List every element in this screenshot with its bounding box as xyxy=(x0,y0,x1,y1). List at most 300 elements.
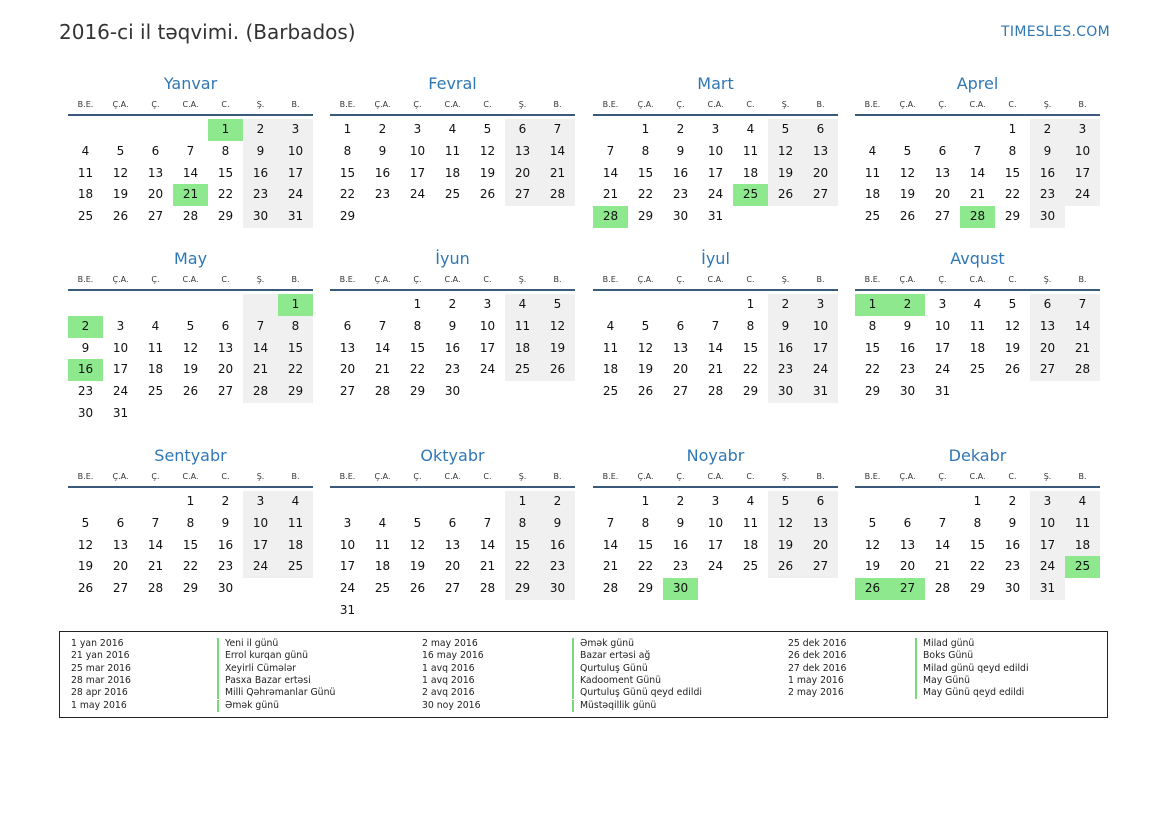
day-cell: 8 xyxy=(413,318,422,333)
day-cell: 8 xyxy=(973,515,982,530)
day-cell: 19 xyxy=(768,535,803,557)
day-cell: 17 xyxy=(278,163,313,185)
day-cell: 11 xyxy=(278,513,313,535)
day-cell: 18 xyxy=(742,165,759,180)
day-cell: 1 xyxy=(413,297,422,311)
day-cell: 8 xyxy=(1008,143,1017,158)
day-cell: 17 xyxy=(1065,163,1100,185)
weekday-label: Ç.A. xyxy=(112,472,129,481)
day-cell: 8 xyxy=(505,513,540,535)
weekday-label: C. xyxy=(483,275,492,284)
legend-date: 25 dek 2016 xyxy=(788,638,847,649)
day-cell: 5 xyxy=(903,143,912,158)
calendar-grid xyxy=(68,0,1108,620)
weekday-label: Ş. xyxy=(1043,275,1052,284)
day-cell: 16 xyxy=(243,163,278,185)
day-cell: 7 xyxy=(711,318,720,333)
weekday-header xyxy=(68,273,313,291)
weekday-label: Ç.A. xyxy=(637,472,654,481)
day-cell: 28 xyxy=(243,381,278,403)
day-cell: 29 xyxy=(1004,209,1021,224)
day-cell: 6 xyxy=(221,318,230,333)
day-cell: 4 xyxy=(746,494,755,508)
day-cell: 27 xyxy=(890,578,925,600)
day-cell: 14 xyxy=(243,338,278,360)
day-cell: 16 xyxy=(374,165,391,180)
month-days xyxy=(330,491,575,622)
day-cell: 12 xyxy=(540,316,575,338)
day-cell: 15 xyxy=(864,340,881,355)
empty-day-cell xyxy=(593,294,628,316)
weekday-label: C.A. xyxy=(707,275,724,284)
day-cell: 12 xyxy=(479,143,496,158)
legend-holiday-name: May Günü xyxy=(915,675,970,687)
weekday-label: Ç. xyxy=(151,100,160,109)
day-cell: 20 xyxy=(899,559,916,574)
day-cell: 7 xyxy=(186,143,195,158)
day-cell: 28 xyxy=(147,581,164,596)
day-cell: 30 xyxy=(899,384,916,399)
day-cell: 30 xyxy=(1030,206,1065,228)
day-cell: 7 xyxy=(938,515,947,530)
day-cell: 3 xyxy=(483,297,492,311)
day-cell: 29 xyxy=(864,384,881,399)
day-cell: 15 xyxy=(278,338,313,360)
day-cell: 21 xyxy=(1065,338,1100,360)
weekday-label: Ş. xyxy=(518,472,527,481)
legend-holiday-name: Əmək günü xyxy=(217,700,279,712)
day-cell: 30 xyxy=(768,381,803,403)
empty-day-cell xyxy=(925,491,960,513)
day-cell: 8 xyxy=(641,515,650,530)
weekday-label: Ş. xyxy=(518,100,527,109)
legend-holiday-name: Boks Günü xyxy=(915,650,973,662)
weekday-label: B. xyxy=(1078,472,1087,481)
day-cell: 1 xyxy=(746,297,755,311)
weekday-label: Ç.A. xyxy=(374,472,391,481)
legend-holiday-name: Qurtuluş Günü qeyd edildi xyxy=(572,687,702,699)
day-cell: 3 xyxy=(278,119,313,141)
empty-day-cell xyxy=(733,578,768,600)
day-cell: 24 xyxy=(1030,556,1065,578)
empty-day-cell xyxy=(400,206,435,228)
weekday-label: Ç. xyxy=(938,275,947,284)
day-cell: 27 xyxy=(803,184,838,206)
day-cell: 18 xyxy=(278,535,313,557)
day-cell: 11 xyxy=(1065,513,1100,535)
month-days xyxy=(68,119,313,228)
day-cell: 24 xyxy=(409,187,426,202)
day-cell: 22 xyxy=(409,362,426,377)
weekday-label: Ç.A. xyxy=(899,100,916,109)
day-cell: 23 xyxy=(540,556,575,578)
day-cell: 21 xyxy=(602,559,619,574)
empty-day-cell xyxy=(278,578,313,600)
day-cell: 4 xyxy=(606,318,615,333)
day-cell: 27 xyxy=(934,209,951,224)
weekday-label: C.A. xyxy=(969,472,986,481)
day-cell: 5 xyxy=(81,515,90,530)
day-cell: 27 xyxy=(112,581,129,596)
day-cell: 18 xyxy=(77,187,94,202)
legend-date: 1 may 2016 xyxy=(788,674,844,686)
day-cell: 16 xyxy=(672,165,689,180)
day-cell: 28 xyxy=(540,184,575,206)
day-cell: 7 xyxy=(151,515,160,530)
day-cell: 3 xyxy=(243,491,278,513)
day-cell: 14 xyxy=(540,141,575,163)
empty-day-cell xyxy=(365,294,400,316)
day-cell: 6 xyxy=(903,515,912,530)
month-name: Aprel xyxy=(956,74,999,93)
weekday-label: B. xyxy=(816,100,825,109)
empty-day-cell xyxy=(890,491,925,513)
day-cell: 23 xyxy=(672,559,689,574)
month-calendar xyxy=(593,446,838,600)
day-cell: 10 xyxy=(1065,141,1100,163)
day-cell: 9 xyxy=(221,515,230,530)
legend-holiday-name: Kadooment Günü xyxy=(572,675,661,687)
month-name: İyun xyxy=(435,249,470,268)
day-cell: 2 xyxy=(68,316,103,338)
weekday-label: Ç. xyxy=(413,100,422,109)
day-cell: 27 xyxy=(217,384,234,399)
day-cell: 13 xyxy=(803,513,838,535)
weekday-label: Ş. xyxy=(256,275,265,284)
day-cell: 15 xyxy=(637,537,654,552)
weekday-label: C.A. xyxy=(444,100,461,109)
day-cell: 6 xyxy=(151,143,160,158)
weekday-label: B. xyxy=(1078,275,1087,284)
day-cell: 23 xyxy=(1030,184,1065,206)
day-cell: 24 xyxy=(479,362,496,377)
day-cell: 23 xyxy=(444,362,461,377)
day-cell: 31 xyxy=(803,381,838,403)
day-cell: 25 xyxy=(77,209,94,224)
day-cell: 25 xyxy=(1065,556,1100,578)
holiday-legend xyxy=(59,631,1108,718)
empty-day-cell xyxy=(768,578,803,600)
weekday-label: B.E. xyxy=(77,100,94,109)
day-cell: 18 xyxy=(742,537,759,552)
month-calendar xyxy=(593,74,838,228)
weekday-label: Ç.A. xyxy=(112,275,129,284)
day-cell: 17 xyxy=(409,165,426,180)
day-cell: 31 xyxy=(339,602,356,617)
day-cell: 9 xyxy=(540,513,575,535)
day-cell: 18 xyxy=(602,362,619,377)
weekday-header xyxy=(330,470,575,488)
weekday-label: Ç. xyxy=(676,472,685,481)
day-cell: 10 xyxy=(243,513,278,535)
day-cell: 22 xyxy=(1004,187,1021,202)
empty-day-cell xyxy=(470,491,505,513)
day-cell: 2 xyxy=(1030,119,1065,141)
empty-day-cell xyxy=(138,403,173,425)
weekday-label: C.A. xyxy=(707,100,724,109)
day-cell: 1 xyxy=(641,122,650,136)
day-cell: 15 xyxy=(637,165,654,180)
day-cell: 7 xyxy=(973,143,982,158)
day-cell: 10 xyxy=(934,318,951,333)
day-cell: 12 xyxy=(768,141,803,163)
day-cell: 5 xyxy=(483,122,492,136)
legend-holiday-name: Milad günü xyxy=(915,638,974,650)
weekday-label: Ç. xyxy=(151,472,160,481)
empty-day-cell xyxy=(855,491,890,513)
day-cell: 18 xyxy=(969,340,986,355)
day-cell: 26 xyxy=(182,384,199,399)
month-name: Noyabr xyxy=(686,446,745,465)
day-cell: 6 xyxy=(505,119,540,141)
day-cell: 8 xyxy=(186,515,195,530)
day-cell: 21 xyxy=(969,187,986,202)
day-cell: 20 xyxy=(339,362,356,377)
month-days xyxy=(593,491,838,600)
empty-day-cell xyxy=(103,294,138,316)
empty-day-cell xyxy=(803,578,838,600)
day-cell: 29 xyxy=(217,209,234,224)
empty-day-cell xyxy=(890,119,925,141)
month-name: Oktyabr xyxy=(420,446,485,465)
day-cell: 19 xyxy=(864,559,881,574)
weekday-label: B.E. xyxy=(77,472,94,481)
weekday-header xyxy=(855,470,1100,488)
day-cell: 20 xyxy=(505,163,540,185)
day-cell: 20 xyxy=(672,362,689,377)
legend-holiday-name: Bazar ertəsi ağ xyxy=(572,650,650,662)
day-cell: 6 xyxy=(676,318,685,333)
day-cell: 1 xyxy=(343,122,352,136)
day-cell: 12 xyxy=(1004,318,1021,333)
day-cell: 25 xyxy=(969,362,986,377)
day-cell: 11 xyxy=(742,143,759,158)
day-cell: 7 xyxy=(540,119,575,141)
empty-day-cell xyxy=(855,119,890,141)
empty-day-cell xyxy=(733,206,768,228)
empty-day-cell xyxy=(768,206,803,228)
day-cell: 26 xyxy=(637,384,654,399)
day-cell: 2 xyxy=(378,122,387,136)
day-cell: 31 xyxy=(1030,578,1065,600)
month-calendar xyxy=(855,249,1100,403)
day-cell: 4 xyxy=(378,515,387,530)
weekday-label: C. xyxy=(746,472,755,481)
day-cell: 2 xyxy=(540,491,575,513)
weekday-label: C. xyxy=(483,100,492,109)
day-cell: 8 xyxy=(343,143,352,158)
legend-date: 28 apr 2016 xyxy=(71,687,128,699)
day-cell: 3 xyxy=(711,494,720,508)
day-cell: 17 xyxy=(243,535,278,557)
empty-day-cell xyxy=(435,600,470,622)
weekday-label: Ş. xyxy=(781,275,790,284)
empty-day-cell xyxy=(803,206,838,228)
empty-day-cell xyxy=(243,578,278,600)
day-cell: 11 xyxy=(374,537,391,552)
day-cell: 10 xyxy=(707,143,724,158)
empty-day-cell xyxy=(138,491,173,513)
weekday-label: C. xyxy=(1008,100,1017,109)
day-cell: 29 xyxy=(969,581,986,596)
weekday-label: Ş. xyxy=(1043,100,1052,109)
day-cell: 29 xyxy=(637,581,654,596)
month-name: İyul xyxy=(701,249,730,268)
empty-day-cell xyxy=(593,119,628,141)
day-cell: 22 xyxy=(637,559,654,574)
month-calendar xyxy=(330,74,575,228)
day-cell: 5 xyxy=(1008,297,1017,311)
day-cell: 2 xyxy=(221,494,230,508)
weekday-label: Ç. xyxy=(413,275,422,284)
day-cell: 4 xyxy=(505,294,540,316)
weekday-label: C. xyxy=(746,100,755,109)
day-cell: 17 xyxy=(1030,535,1065,557)
empty-day-cell xyxy=(103,491,138,513)
weekday-header xyxy=(330,98,575,116)
month-calendar xyxy=(855,446,1100,600)
weekday-label: Ç.A. xyxy=(899,472,916,481)
month-days xyxy=(593,294,838,403)
legend-holiday-name: Müstəqillik günü xyxy=(572,700,656,712)
day-cell: 15 xyxy=(505,535,540,557)
empty-day-cell xyxy=(663,294,698,316)
day-cell: 2 xyxy=(676,122,685,136)
day-cell: 25 xyxy=(733,184,768,206)
empty-day-cell xyxy=(995,381,1030,403)
day-cell: 10 xyxy=(1030,513,1065,535)
day-cell: 3 xyxy=(116,318,125,333)
weekday-label: C. xyxy=(1008,472,1017,481)
empty-day-cell xyxy=(173,403,208,425)
day-cell: 9 xyxy=(768,316,803,338)
day-cell: 28 xyxy=(934,581,951,596)
day-cell: 30 xyxy=(672,209,689,224)
day-cell: 25 xyxy=(602,384,619,399)
empty-day-cell xyxy=(960,381,995,403)
empty-day-cell xyxy=(593,491,628,513)
day-cell: 29 xyxy=(182,581,199,596)
day-cell: 26 xyxy=(409,581,426,596)
weekday-label: Ç. xyxy=(938,100,947,109)
day-cell: 24 xyxy=(278,184,313,206)
weekday-label: Ç.A. xyxy=(637,275,654,284)
day-cell: 11 xyxy=(742,515,759,530)
month-name: Dekabr xyxy=(948,446,1007,465)
weekday-label: B. xyxy=(553,472,562,481)
month-days xyxy=(68,491,313,600)
day-cell: 28 xyxy=(602,581,619,596)
day-cell: 30 xyxy=(540,578,575,600)
day-cell: 9 xyxy=(676,143,685,158)
legend-holiday-name: Pasxa Bazar ertəsi xyxy=(217,675,311,687)
day-cell: 16 xyxy=(672,537,689,552)
day-cell: 29 xyxy=(409,384,426,399)
day-cell: 22 xyxy=(339,187,356,202)
legend-date: 28 mar 2016 xyxy=(71,674,131,686)
day-cell: 1 xyxy=(278,294,313,316)
day-cell: 3 xyxy=(711,122,720,136)
day-cell: 8 xyxy=(746,318,755,333)
day-cell: 8 xyxy=(221,143,230,158)
legend-date: 21 yan 2016 xyxy=(71,650,130,662)
day-cell: 9 xyxy=(676,515,685,530)
day-cell: 23 xyxy=(1004,559,1021,574)
day-cell: 12 xyxy=(112,165,129,180)
month-calendar xyxy=(68,249,313,425)
day-cell: 11 xyxy=(864,165,881,180)
day-cell: 19 xyxy=(409,559,426,574)
empty-day-cell xyxy=(173,119,208,141)
day-cell: 22 xyxy=(217,187,234,202)
day-cell: 8 xyxy=(641,143,650,158)
day-cell: 6 xyxy=(938,143,947,158)
day-cell: 9 xyxy=(903,318,912,333)
empty-day-cell xyxy=(1065,206,1100,228)
day-cell: 29 xyxy=(742,384,759,399)
day-cell: 18 xyxy=(147,362,164,377)
legend-date: 1 avq 2016 xyxy=(422,674,475,686)
weekday-label: B. xyxy=(1078,100,1087,109)
day-cell: 19 xyxy=(182,362,199,377)
day-cell: 9 xyxy=(378,143,387,158)
day-cell: 17 xyxy=(479,340,496,355)
site-brand-link[interactable]: TIMESLES.COM xyxy=(1001,24,1110,40)
legend-date: 26 dek 2016 xyxy=(788,650,847,662)
day-cell: 12 xyxy=(637,340,654,355)
empty-day-cell xyxy=(505,381,540,403)
day-cell: 4 xyxy=(81,143,90,158)
empty-day-cell xyxy=(365,491,400,513)
month-name: Yanvar xyxy=(163,74,218,93)
day-cell: 2 xyxy=(448,297,457,311)
legend-date: 25 mar 2016 xyxy=(71,662,131,674)
day-cell: 1 xyxy=(505,491,540,513)
day-cell: 6 xyxy=(116,515,125,530)
day-cell: 22 xyxy=(864,362,881,377)
empty-day-cell xyxy=(505,206,540,228)
day-cell: 17 xyxy=(707,537,724,552)
day-cell: 9 xyxy=(243,141,278,163)
day-cell: 12 xyxy=(182,340,199,355)
month-days xyxy=(330,119,575,228)
weekday-label: Ş. xyxy=(518,275,527,284)
day-cell: 10 xyxy=(479,318,496,333)
day-cell: 18 xyxy=(505,338,540,360)
day-cell: 26 xyxy=(899,209,916,224)
weekday-label: Ç. xyxy=(676,275,685,284)
day-cell: 27 xyxy=(444,581,461,596)
day-cell: 23 xyxy=(672,187,689,202)
day-cell: 20 xyxy=(934,187,951,202)
day-cell: 25 xyxy=(864,209,881,224)
weekday-label: B. xyxy=(553,275,562,284)
day-cell: 4 xyxy=(151,318,160,333)
day-cell: 13 xyxy=(1030,316,1065,338)
day-cell: 19 xyxy=(768,163,803,185)
day-cell: 23 xyxy=(899,362,916,377)
day-cell: 24 xyxy=(243,556,278,578)
day-cell: 21 xyxy=(934,559,951,574)
empty-day-cell xyxy=(1065,578,1100,600)
day-cell: 22 xyxy=(742,362,759,377)
legend-holiday-name: Xeyirli Cümələr xyxy=(217,663,296,675)
day-cell: 17 xyxy=(934,340,951,355)
empty-day-cell xyxy=(173,294,208,316)
weekday-label: B.E. xyxy=(864,100,881,109)
day-cell: 7 xyxy=(606,143,615,158)
day-cell: 21 xyxy=(147,559,164,574)
